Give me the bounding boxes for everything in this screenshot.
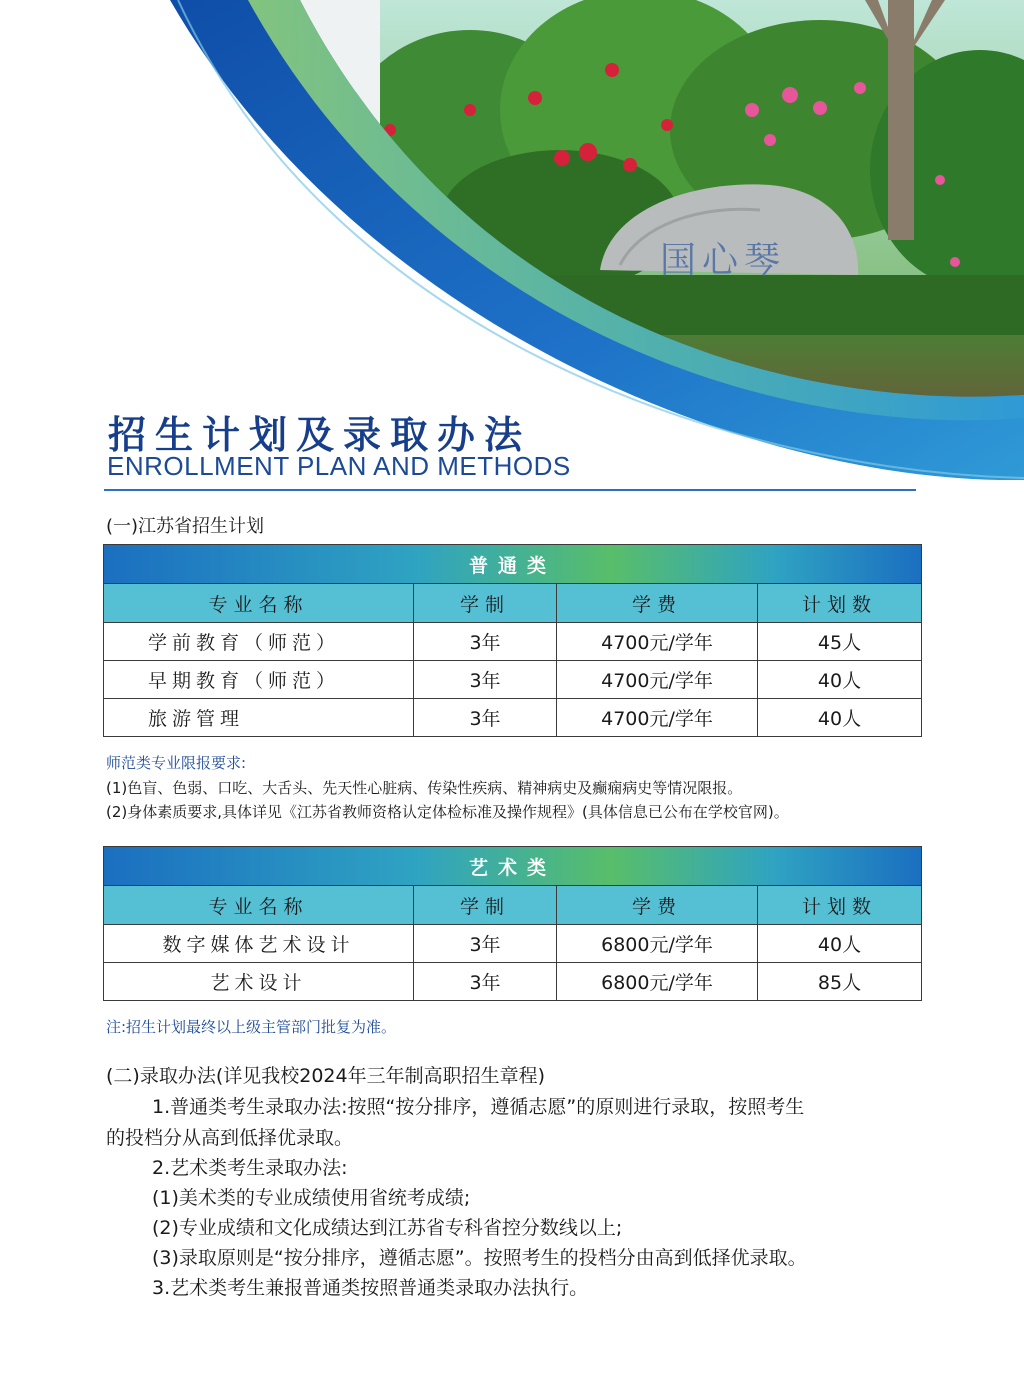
section-heading-admission: (二)录取办法(详见我校2024年三年制高职招生章程) — [106, 1065, 546, 1087]
tuition: 4700元/学年 — [557, 661, 758, 699]
column-header: 专业名称 — [104, 584, 414, 623]
table-row — [104, 623, 922, 661]
admission-rule-line: (3)录取原则是“按分排序，遵循志愿”。按照考生的投档分由高到低择优录取。 — [152, 1247, 807, 1269]
table-header-row — [104, 886, 922, 925]
plan-footnote: 注:招生计划最终以上级主管部门批复为准。 — [106, 1018, 397, 1036]
general-plan-table — [103, 544, 922, 737]
tuition: 6800元/学年 — [557, 925, 758, 963]
tuition: 4700元/学年 — [557, 699, 758, 737]
category-label: 普通类 — [104, 545, 922, 584]
column-header: 学制 — [414, 584, 557, 623]
duration: 3年 — [414, 623, 557, 661]
plan-count: 40人 — [758, 699, 922, 737]
admission-rule-line: 的投档分从高到低择优录取。 — [106, 1127, 354, 1149]
duration: 3年 — [414, 699, 557, 737]
table-row — [104, 963, 922, 1001]
plan-count: 45人 — [758, 623, 922, 661]
teacher-requirements-title: 师范类专业限报要求: — [106, 754, 247, 772]
title-divider — [104, 489, 916, 491]
admission-rule-line: (1)美术类的专业成绩使用省统考成绩; — [152, 1187, 471, 1209]
column-header: 学费 — [557, 584, 758, 623]
table-row — [104, 925, 922, 963]
page-subtitle: ENROLLMENT PLAN AND METHODS — [107, 451, 571, 481]
major-name: 旅游管理 — [104, 699, 414, 737]
plan-count: 85人 — [758, 963, 922, 1001]
major-name: 学前教育（师范） — [104, 623, 414, 661]
major-name: 艺术设计 — [104, 963, 414, 1001]
admission-rule-line: 2.艺术类考生录取办法: — [152, 1157, 348, 1179]
art-plan-table — [103, 846, 922, 1001]
duration: 3年 — [414, 963, 557, 1001]
stone-inscription: 国心琴 — [660, 240, 787, 281]
major-name: 早期教育（师范） — [104, 661, 414, 699]
table-category-row — [104, 847, 922, 886]
section-heading-plan: (一)江苏省招生计划 — [106, 516, 265, 537]
duration: 3年 — [414, 925, 557, 963]
table-category-row — [104, 545, 922, 584]
major-name: 数字媒体艺术设计 — [104, 925, 414, 963]
table-header-row — [104, 584, 922, 623]
duration: 3年 — [414, 661, 557, 699]
teacher-requirement-item: (2)身体素质要求,具体详见《江苏省教师资格认定体检标准及操作规程》(具体信息已公布在学校官网)。 — [106, 803, 789, 821]
tuition: 4700元/学年 — [557, 623, 758, 661]
table-row — [104, 699, 922, 737]
admission-rule-line: 3.艺术类考生兼报普通类按照普通类录取办法执行。 — [152, 1277, 589, 1299]
admission-rule-line: (2)专业成绩和文化成绩达到江苏省专科省控分数线以上; — [152, 1217, 623, 1239]
plan-count: 40人 — [758, 661, 922, 699]
admission-rule-line: 1.普通类考生录取办法:按照“按分排序，遵循志愿”的原则进行录取，按照考生 — [152, 1096, 805, 1118]
column-header: 学制 — [414, 886, 557, 925]
column-header: 计划数 — [758, 584, 922, 623]
plan-count: 40人 — [758, 925, 922, 963]
column-header: 专业名称 — [104, 886, 414, 925]
teacher-requirement-item: (1)色盲、色弱、口吃、大舌头、先天性心脏病、传染性疾病、精神病史及癫痫病史等情况限报。 — [106, 779, 743, 797]
table-row — [104, 661, 922, 699]
tuition: 6800元/学年 — [557, 963, 758, 1001]
category-label: 艺术类 — [104, 847, 922, 886]
page-title: 招生计划及录取办法 — [108, 412, 532, 457]
column-header: 学费 — [557, 886, 758, 925]
column-header: 计划数 — [758, 886, 922, 925]
